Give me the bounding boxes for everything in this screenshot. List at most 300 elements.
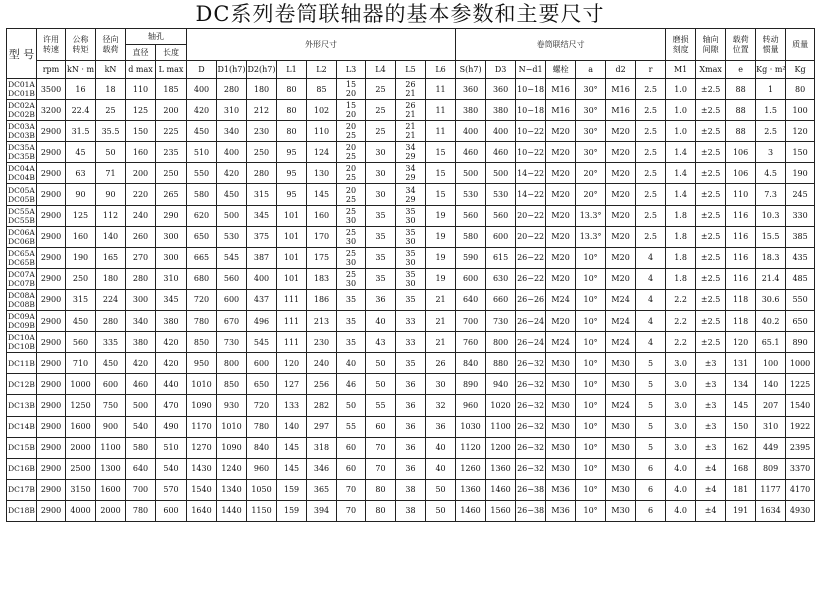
value-cell: 300 (156, 226, 187, 247)
value-cell: 1120 (456, 437, 486, 458)
value-cell: 580 (456, 226, 486, 247)
value-cell: 500 (126, 395, 156, 416)
value-cell: 2.5 (636, 79, 666, 100)
value-cell: 730 (486, 311, 516, 332)
value-cell: 380 (126, 332, 156, 353)
value-cell: 530 (456, 184, 486, 205)
value-cell: 40 (366, 311, 396, 332)
value-cell: 1090 (217, 437, 247, 458)
value-cell: 30° (576, 121, 606, 142)
table-row (7, 205, 815, 226)
value-cell: 35 (337, 311, 366, 332)
value-cell: 449 (756, 437, 786, 458)
value-cell: 95 (277, 163, 307, 184)
value-cell: 101 (277, 226, 307, 247)
value-cell: 400 (456, 121, 486, 142)
value-cell: 10° (576, 332, 606, 353)
value-cell: 1600 (66, 416, 96, 437)
value-cell: 80 (277, 79, 307, 100)
value-cell: 55 (337, 416, 366, 437)
value-cell: 25 (366, 121, 396, 142)
value-cell: 2.5 (756, 121, 786, 142)
header-load-position: 载荷 位置 (726, 29, 756, 61)
unit-cell: a (576, 61, 606, 79)
value-cell: 950 (187, 353, 217, 374)
value-cell: 1360 (486, 458, 516, 479)
value-cell: 4.0 (666, 458, 696, 479)
value-cell: 1.0 (666, 79, 696, 100)
model-cell: DC13B (7, 395, 37, 416)
model-cell: DC14B (7, 416, 37, 437)
value-cell: 300 (126, 289, 156, 310)
value-cell: 4.0 (666, 500, 696, 521)
value-cell: 360 (456, 79, 486, 100)
value-cell: 5 (636, 416, 666, 437)
table-row (7, 416, 815, 437)
value-cell: 35 (396, 289, 426, 310)
value-cell: 2900 (37, 247, 66, 268)
value-cell: 1260 (456, 458, 486, 479)
value-cell: 282 (307, 395, 337, 416)
header-speed: 许用 转速 (37, 29, 66, 61)
value-cell: 900 (96, 416, 126, 437)
value-cell: 560 (66, 332, 96, 353)
value-cell: 15 (426, 163, 456, 184)
parameter-table (6, 28, 815, 522)
value-cell: 1.8 (666, 268, 696, 289)
value-cell: 162 (726, 437, 756, 458)
value-cell: 545 (247, 332, 277, 353)
header-drum: 卷筒联结尺寸 (456, 29, 666, 61)
value-cell: 145 (307, 184, 337, 205)
value-cell: 4 (636, 268, 666, 289)
value-cell: 1922 (786, 416, 815, 437)
value-cell: 40 (426, 458, 456, 479)
value-cell: 90 (96, 184, 126, 205)
value-cell: 159 (277, 500, 307, 521)
value-cell: 35 30 (396, 205, 426, 226)
value-cell: 168 (726, 458, 756, 479)
value-cell: 1010 (217, 416, 247, 437)
unit-cell: e (726, 61, 756, 79)
value-cell: 1300 (96, 458, 126, 479)
value-cell: 1.5 (756, 100, 786, 121)
value-cell: 2900 (37, 268, 66, 289)
model-cell: DC08A DC08B (8, 290, 35, 309)
value-cell: 2900 (37, 184, 66, 205)
value-cell: 256 (307, 374, 337, 395)
value-cell: M30 (606, 458, 636, 479)
table-row (7, 374, 815, 395)
value-cell: 660 (486, 289, 516, 310)
model-cell: DC09A DC09B (8, 312, 35, 331)
value-cell: 570 (156, 479, 187, 500)
value-cell: 345 (156, 289, 187, 310)
value-cell: 50 (96, 142, 126, 163)
value-cell: M20 (606, 184, 636, 205)
value-cell: 780 (126, 500, 156, 521)
unit-cell: D1(h7) (217, 61, 247, 79)
value-cell: ±3 (696, 353, 726, 374)
model-cell: DC02A DC02B (8, 101, 35, 120)
value-cell: 32 (426, 395, 456, 416)
value-cell: 25 (366, 79, 396, 100)
table-row (7, 437, 815, 458)
value-cell: 125 (66, 205, 96, 226)
header-bore: 轴孔 (126, 29, 187, 45)
value-cell: 26−26 (516, 289, 546, 310)
value-cell: 95 (277, 142, 307, 163)
value-cell: 2900 (37, 311, 66, 332)
value-cell: 2900 (37, 289, 66, 310)
value-cell: 220 (126, 184, 156, 205)
table-row (7, 479, 815, 500)
value-cell: 110 (126, 79, 156, 100)
unit-cell: d2 (606, 61, 636, 79)
value-cell: M24 (546, 289, 576, 310)
value-cell: 10° (576, 311, 606, 332)
value-cell: 88 (726, 79, 756, 100)
value-cell: 38 (396, 500, 426, 521)
value-cell: 640 (126, 458, 156, 479)
value-cell: 207 (756, 395, 786, 416)
value-cell: 2.5 (636, 184, 666, 205)
value-cell: M36 (546, 500, 576, 521)
value-cell: 101 (277, 247, 307, 268)
value-cell: 112 (96, 205, 126, 226)
table-row (7, 226, 815, 247)
value-cell: 165 (96, 247, 126, 268)
value-cell: 400 (187, 79, 217, 100)
value-cell: 26−22 (516, 247, 546, 268)
value-cell: 420 (126, 353, 156, 374)
value-cell: 1225 (786, 374, 815, 395)
value-cell: 235 (156, 142, 187, 163)
value-cell: 437 (247, 289, 277, 310)
value-cell: 3.0 (666, 395, 696, 416)
value-cell: ±2.5 (696, 289, 726, 310)
value-cell: ±3 (696, 416, 726, 437)
value-cell: 230 (247, 121, 277, 142)
value-cell: 11 (426, 121, 456, 142)
value-cell: M30 (606, 353, 636, 374)
value-cell: 960 (247, 458, 277, 479)
model-cell: DC10A DC10B (8, 333, 35, 352)
value-cell: 760 (456, 332, 486, 353)
value-cell: 38 (396, 479, 426, 500)
unit-cell: D (187, 61, 217, 79)
value-cell: 26−24 (516, 332, 546, 353)
value-cell: 20 25 (337, 163, 366, 184)
unit-cell: N−d1 (516, 61, 546, 79)
value-cell: 2900 (37, 479, 66, 500)
value-cell: 450 (217, 184, 247, 205)
value-cell: 750 (96, 395, 126, 416)
value-cell: 1.8 (666, 205, 696, 226)
value-cell: 1440 (217, 500, 247, 521)
value-cell: 60 (337, 437, 366, 458)
value-cell: 490 (156, 416, 187, 437)
value-cell: 70 (337, 500, 366, 521)
value-cell: 10° (576, 268, 606, 289)
value-cell: 36 (396, 416, 426, 437)
value-cell: 95 (277, 184, 307, 205)
value-cell: 111 (277, 311, 307, 332)
value-cell: 20 25 (337, 184, 366, 205)
value-cell: 1150 (247, 500, 277, 521)
value-cell: 280 (126, 268, 156, 289)
value-cell: 4170 (786, 479, 815, 500)
value-cell: 134 (726, 374, 756, 395)
value-cell: 335 (96, 332, 126, 353)
value-cell: 1360 (456, 479, 486, 500)
value-cell: 340 (126, 311, 156, 332)
value-cell: 960 (456, 395, 486, 416)
unit-cell: L max (156, 61, 187, 79)
value-cell: ±2.5 (696, 79, 726, 100)
value-cell: 10.3 (756, 205, 786, 226)
value-cell: 34 29 (396, 163, 426, 184)
value-cell: 7.3 (756, 184, 786, 205)
value-cell: 35 (366, 247, 396, 268)
unit-cell: Xmax (696, 61, 726, 79)
value-cell: 55 (366, 395, 396, 416)
value-cell: M30 (546, 416, 576, 437)
value-cell: 36 (396, 374, 426, 395)
value-cell: 1.0 (666, 100, 696, 121)
value-cell: 26−32 (516, 416, 546, 437)
value-cell: 30° (576, 100, 606, 121)
value-cell: 270 (126, 247, 156, 268)
value-cell: ±2.5 (696, 184, 726, 205)
value-cell: 150 (726, 416, 756, 437)
unit-cell: Kg · m² (756, 61, 786, 79)
value-cell: 190 (786, 163, 815, 184)
value-cell: 36 (366, 289, 396, 310)
table-title: DC系列卷筒联轴器的基本参数和主要尺寸 (195, 2, 605, 26)
value-cell: ±2.5 (696, 226, 726, 247)
value-cell: 1200 (486, 437, 516, 458)
table-row (7, 142, 815, 163)
value-cell: M30 (546, 353, 576, 374)
header-torque: 公称 转矩 (66, 29, 96, 61)
value-cell: 15.5 (756, 226, 786, 247)
value-cell: 346 (307, 458, 337, 479)
value-cell: 650 (786, 311, 815, 332)
value-cell: 30 (366, 163, 396, 184)
value-cell: M20 (606, 121, 636, 142)
value-cell: 110 (307, 121, 337, 142)
table-row (7, 289, 815, 310)
value-cell: 890 (456, 374, 486, 395)
value-cell: 80 (277, 100, 307, 121)
value-cell: 25 30 (337, 226, 366, 247)
value-cell: 160 (307, 205, 337, 226)
value-cell: 25 (366, 100, 396, 121)
value-cell: 1000 (66, 374, 96, 395)
value-cell: 245 (786, 184, 815, 205)
value-cell: M20 (606, 163, 636, 184)
value-cell: 850 (217, 374, 247, 395)
value-cell: 10−22 (516, 142, 546, 163)
model-cell: DC16B (7, 458, 37, 479)
value-cell: 1640 (187, 500, 217, 521)
value-cell: 890 (786, 332, 815, 353)
value-cell: 387 (247, 247, 277, 268)
value-cell: M24 (606, 289, 636, 310)
value-cell: 10° (576, 247, 606, 268)
value-cell: 124 (307, 142, 337, 163)
value-cell: 650 (247, 374, 277, 395)
value-cell: 34 29 (396, 184, 426, 205)
value-cell: 385 (786, 226, 815, 247)
value-cell: 1170 (187, 416, 217, 437)
value-cell: 26−22 (516, 268, 546, 289)
value-cell: 10−18 (516, 79, 546, 100)
value-cell: 50 (366, 374, 396, 395)
value-cell: 116 (726, 226, 756, 247)
unit-cell: L1 (277, 61, 307, 79)
model-cell: DC03A DC03B (8, 122, 35, 141)
value-cell: 18.3 (756, 247, 786, 268)
header-bore-diameter: 直径 (126, 45, 156, 61)
value-cell: 19 (426, 247, 456, 268)
value-cell: 850 (187, 332, 217, 353)
value-cell: 318 (307, 437, 337, 458)
value-cell: 2.2 (666, 332, 696, 353)
unit-cell: rpm (37, 61, 66, 79)
model-cell: DC15B (7, 437, 37, 458)
value-cell: 600 (247, 353, 277, 374)
value-cell: 70 (337, 479, 366, 500)
value-cell: 1010 (187, 374, 217, 395)
value-cell: 3200 (37, 100, 66, 121)
value-cell: 2900 (37, 332, 66, 353)
value-cell: 120 (726, 332, 756, 353)
value-cell: M30 (546, 458, 576, 479)
value-cell: 2000 (66, 437, 96, 458)
value-cell: 600 (486, 226, 516, 247)
value-cell: 1.4 (666, 184, 696, 205)
value-cell: 80 (277, 121, 307, 142)
value-cell: 120 (786, 121, 815, 142)
value-cell: 19 (426, 226, 456, 247)
value-cell: 33 (396, 311, 426, 332)
value-cell: 180 (247, 79, 277, 100)
value-cell: 730 (217, 332, 247, 353)
value-cell: 2.5 (636, 142, 666, 163)
value-cell: 20 25 (337, 142, 366, 163)
value-cell: 3370 (786, 458, 815, 479)
value-cell: 2900 (37, 142, 66, 163)
value-cell: 809 (756, 458, 786, 479)
value-cell: 2.5 (636, 205, 666, 226)
value-cell: 500 (456, 163, 486, 184)
value-cell: 40 (337, 353, 366, 374)
header-radial-load: 径向 载荷 (96, 29, 126, 61)
value-cell: ±3 (696, 395, 726, 416)
value-cell: 16 (66, 79, 96, 100)
value-cell: 1 (756, 79, 786, 100)
value-cell: 780 (247, 416, 277, 437)
value-cell: 4 (636, 332, 666, 353)
table-row (7, 247, 815, 268)
value-cell: 213 (307, 311, 337, 332)
value-cell: 25 30 (337, 205, 366, 226)
value-cell: 30° (576, 79, 606, 100)
value-cell: 6 (636, 500, 666, 521)
value-cell: 2.5 (636, 226, 666, 247)
model-cell: DC18B (7, 500, 37, 521)
value-cell: 420 (156, 332, 187, 353)
value-cell: 250 (156, 163, 187, 184)
value-cell: 540 (126, 416, 156, 437)
value-cell: 400 (486, 121, 516, 142)
value-cell: 3 (756, 142, 786, 163)
value-cell: 330 (786, 205, 815, 226)
value-cell: M20 (546, 184, 576, 205)
value-cell: 2.2 (666, 289, 696, 310)
value-cell: 1.8 (666, 247, 696, 268)
value-cell: 670 (217, 311, 247, 332)
value-cell: 550 (187, 163, 217, 184)
value-cell: 26 21 (396, 100, 426, 121)
value-cell: 20 25 (337, 121, 366, 142)
value-cell: 10° (576, 479, 606, 500)
value-cell: 1050 (247, 479, 277, 500)
value-cell: 50 (426, 479, 456, 500)
value-cell: 5 (636, 395, 666, 416)
value-cell: 1540 (187, 479, 217, 500)
value-cell: 2000 (96, 500, 126, 521)
value-cell: 340 (217, 121, 247, 142)
model-cell: DC04A DC04B (8, 164, 35, 183)
value-cell: M20 (546, 268, 576, 289)
value-cell: 5 (636, 353, 666, 374)
value-cell: M24 (546, 332, 576, 353)
value-cell: 30 (426, 374, 456, 395)
value-cell: M30 (606, 416, 636, 437)
value-cell: 315 (247, 184, 277, 205)
value-cell: 25 30 (337, 247, 366, 268)
value-cell: 510 (156, 437, 187, 458)
value-cell: M24 (606, 332, 636, 353)
value-cell: 60 (366, 416, 396, 437)
value-cell: 1600 (96, 479, 126, 500)
value-cell: 800 (217, 353, 247, 374)
value-cell: 1000 (786, 353, 815, 374)
value-cell: 20° (576, 184, 606, 205)
value-cell: 26−38 (516, 479, 546, 500)
value-cell: 118 (726, 289, 756, 310)
value-cell: 140 (277, 416, 307, 437)
value-cell: 25 (96, 100, 126, 121)
value-cell: 26 (426, 353, 456, 374)
unit-cell: kN · m (66, 61, 96, 79)
value-cell: 159 (277, 479, 307, 500)
value-cell: 400 (217, 142, 247, 163)
value-cell: 11 (426, 79, 456, 100)
value-cell: M30 (546, 437, 576, 458)
value-cell: ±4 (696, 479, 726, 500)
value-cell: ±2.5 (696, 205, 726, 226)
value-cell: 310 (217, 100, 247, 121)
value-cell: 230 (307, 332, 337, 353)
value-cell: 700 (456, 311, 486, 332)
unit-cell: 螺栓 (546, 61, 576, 79)
value-cell: 280 (247, 163, 277, 184)
value-cell: 26 21 (396, 79, 426, 100)
